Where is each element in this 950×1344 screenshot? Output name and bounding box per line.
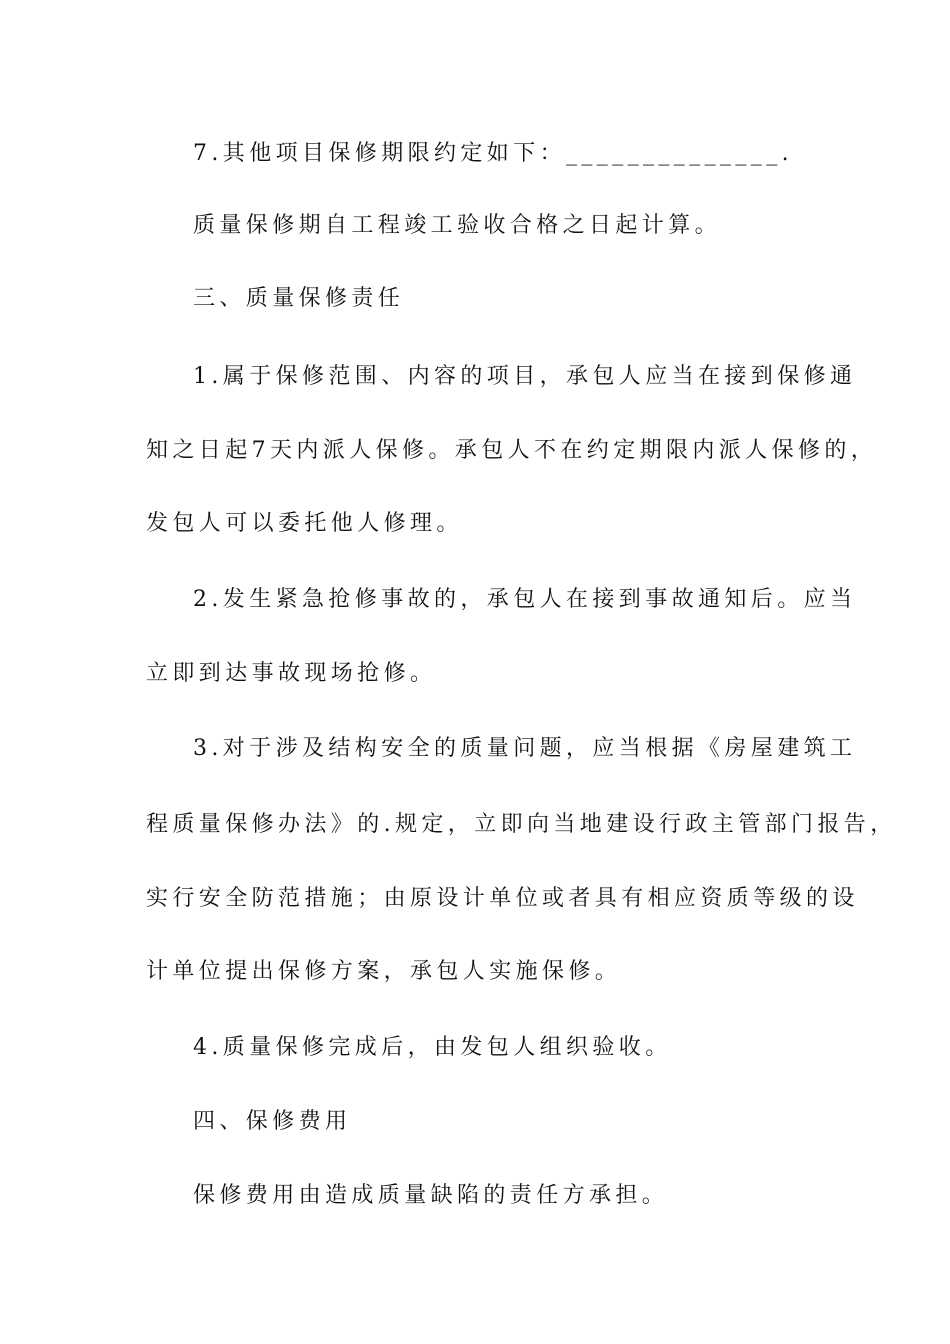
text-line: 实行安全防范措施；由原设计单位或者具有相应资质等级的设 xyxy=(146,886,859,911)
text-line: 1.属于保修范围、内容的项目，承包人应当在接到保修通 xyxy=(193,364,857,389)
section-heading: 三、质量保修责任 xyxy=(193,286,405,311)
text-line: 质量保修期自工程竣工验收合格之日起计算。 xyxy=(193,213,722,238)
text-line: 立即到达事故现场抢修。 xyxy=(146,661,437,686)
text-line: 保修费用由造成质量缺陷的责任方承担。 xyxy=(193,1183,669,1208)
text-line: 知之日起7天内派人保修。承包人不在约定期限内派人保修的， xyxy=(146,438,878,463)
text-line: 发包人可以委托他人修理。 xyxy=(146,511,463,536)
text-line: 计单位提出保修方案，承包人实施保修。 xyxy=(146,959,622,984)
text-line: 2.发生紧急抢修事故的，承包人在接到事故通知后。应当 xyxy=(193,587,857,612)
text-line: 7.其他项目保修期限约定如下：______________. xyxy=(193,141,793,166)
text-line: 3.对于涉及结构安全的质量问题，应当根据《房屋建筑工 xyxy=(193,736,857,761)
text-line: 4.质量保修完成后，由发包人组织验收。 xyxy=(193,1035,672,1060)
text-line: 程质量保修办法》的.规定，立即向当地建设行政主管部门报告， xyxy=(146,812,897,837)
section-heading: 四、保修费用 xyxy=(193,1109,352,1134)
